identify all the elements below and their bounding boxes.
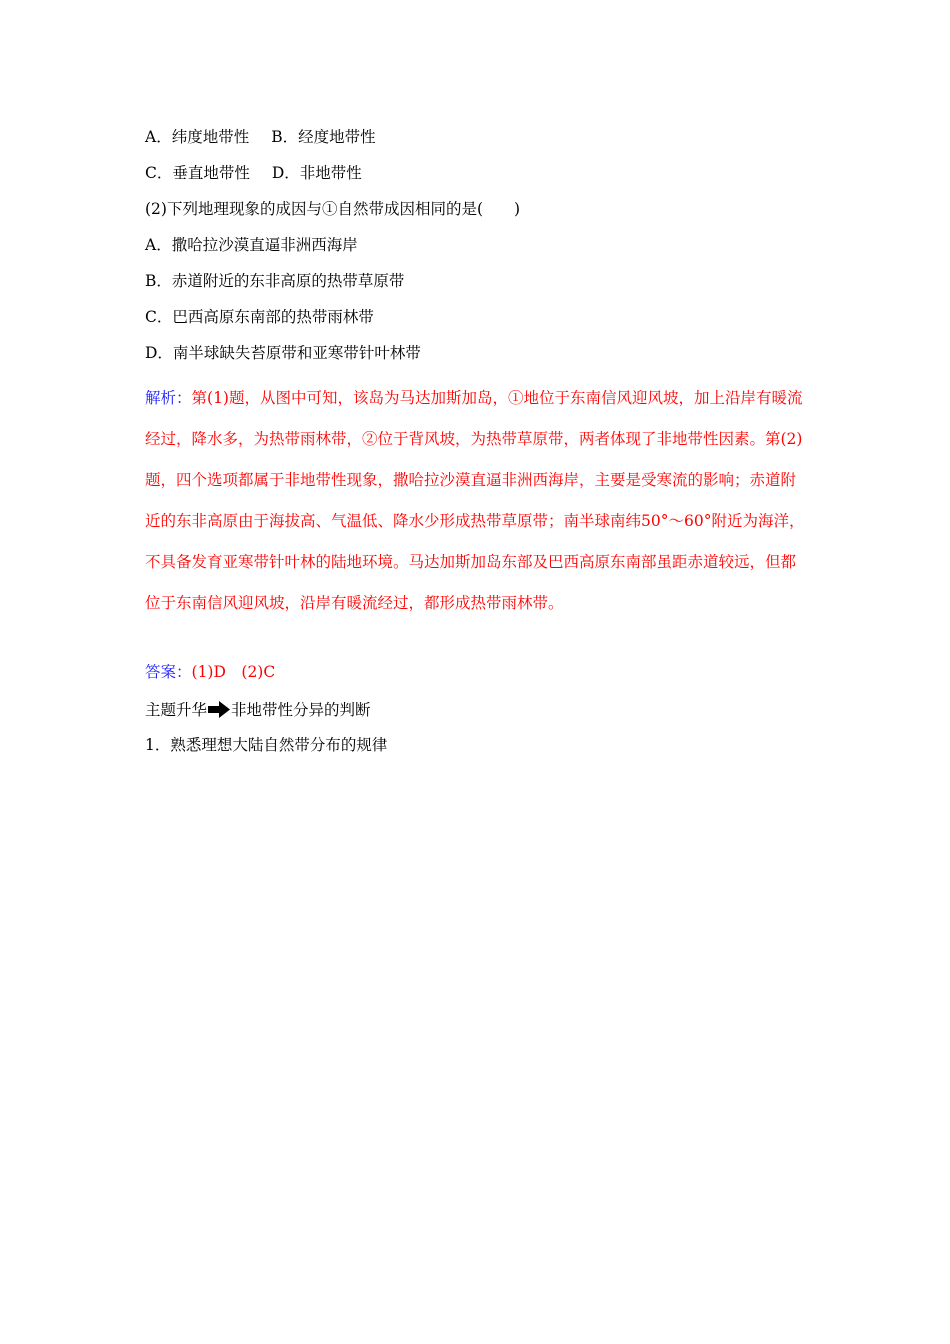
q1-options-row-1 [145, 127, 376, 147]
analysis-block [145, 378, 810, 624]
q2-option-a: A．撒哈拉沙漠直逼非洲西海岸 [145, 236, 358, 254]
analysis-text: 第(1)题，从图中可知，该岛为马达加斯加岛，①地位于东南信风迎风坡，加上沿岸有暖流经过，降水多，为热带雨林带，②位于背风坡，为热带草原带，两者体现了非地带性因素。第(2)题，四个选项都属于非地带性现象，撒哈拉沙漠直逼非洲西海岸，主要是受寒流的影响；赤道附近的东非高原由于海拔高、气温低、降水少形成热带草原带；南半球南纬50°～60°附近为海洋，不具备发育亚寒带针叶林的陆地环境。马达加斯加岛东部及巴西高原东南部虽距赤道较远，但都位于东南信风迎风坡，沿岸有暖流经过，都形成热带雨林带。 [145, 389, 805, 612]
theme-heading [145, 700, 371, 720]
theme-prefix: 主题升华 [145, 701, 208, 719]
answer-value: (1)D (2)C [191, 663, 276, 681]
answer-label: 答案： [145, 663, 192, 681]
q1-option-b: B．经度地带性 [271, 128, 376, 146]
analysis-label: 解析： [145, 389, 192, 407]
theme-suffix: 非地带性分异的判断 [231, 701, 371, 719]
q1-options-row-2 [145, 163, 362, 183]
q1-option-c: C．垂直地带性 [145, 164, 250, 182]
q2-option-b: B．赤道附近的东非高原的热带草原带 [145, 272, 405, 290]
q1-option-d: D．非地带性 [271, 164, 362, 182]
arrow-right-icon [208, 701, 230, 718]
q2-option-d: D．南半球缺失苔原带和亚寒带针叶林带 [145, 344, 421, 362]
q2-stem: (2)下列地理现象的成因与①自然带成因相同的是( ) [145, 200, 521, 218]
answer-row [145, 662, 275, 682]
point-1: 1．熟悉理想大陆自然带分布的规律 [145, 736, 388, 754]
q1-option-a: A．纬度地带性 [145, 128, 250, 146]
q2-option-c: C．巴西高原东南部的热带雨林带 [145, 308, 374, 326]
